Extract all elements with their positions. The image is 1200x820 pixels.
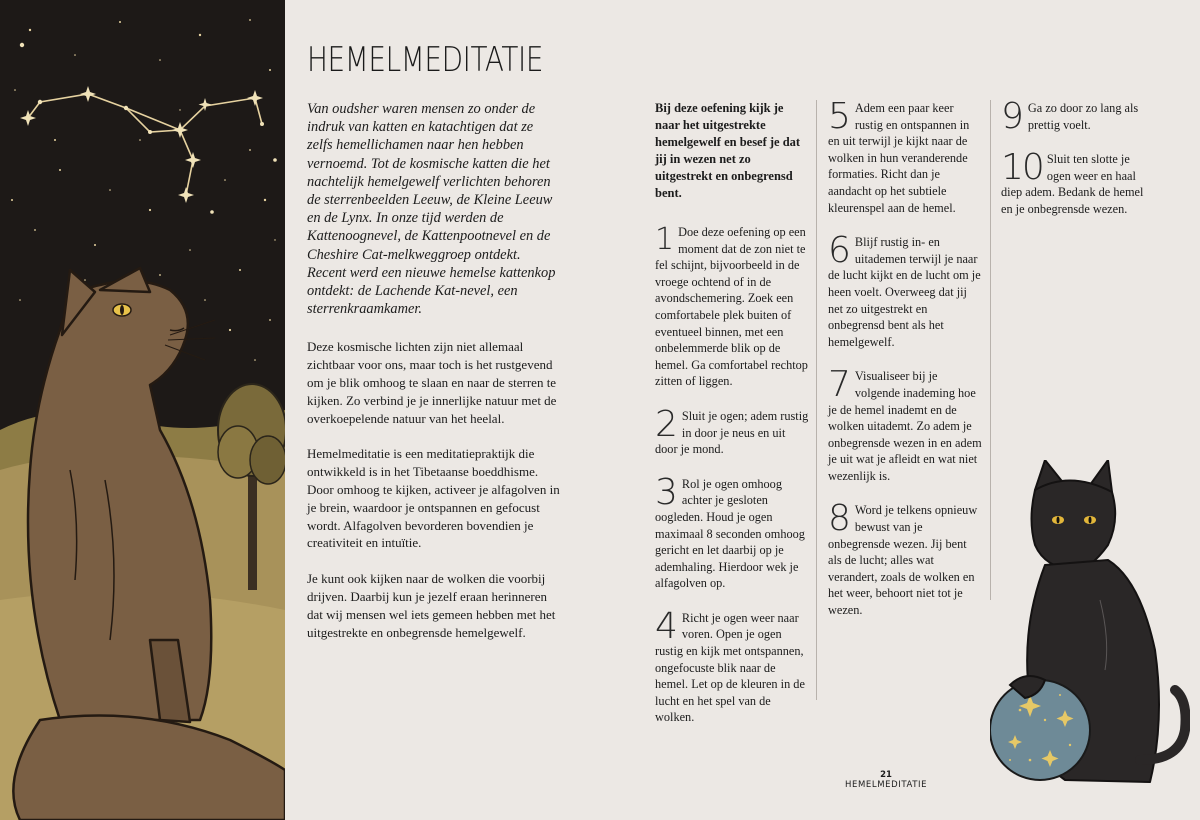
step-number: 4: [655, 605, 678, 647]
step-number: 6: [828, 230, 851, 272]
step-5: [828, 96, 983, 216]
body-paragraph: Hemelmeditatie is een meditatiepraktijk die ontwikkeld is in het Tibetaanse boeddhisme. Door omhoog te kijken, activeer je alfagolven in je brein, waardoor je ontspannen en gefocust wordt. Alfagolven bevorderen bovendien je creativiteit en intuïtie.: [307, 446, 560, 551]
step-text: Ga zo door zo lang als prettig voelt.: [1027, 101, 1139, 132]
step-text: Doe deze oefening op een moment dat de zon niet te fel schijnt, bijvoorbeeld in de vroege ochtend of in de avondschemering. Zoek een comfortabele plek buiten of eventueel binnen, met een onbelemmerde blik op de hemel. Ga comfortabel rechtop zitten of liggen.: [655, 225, 808, 389]
step-1: [655, 224, 810, 390]
step-6: [828, 230, 983, 350]
step-text: Adem een paar keer rustig en ontspannen in en uit terwijl je kijkt naar de wolken in hun veranderende formaties. Richt dan je aandacht op het subtiele kleurenspel aan de hemel.: [828, 101, 970, 215]
step-text: Blijf rustig in- en uitademen terwijl je naar de lucht kijkt en de lucht om je heen voelt. Overweeg dat jij net zo uitgestrekt en onbegrensd bent als het hemelgewelf.: [828, 235, 981, 349]
step-7: [828, 364, 983, 484]
step-number: 7: [828, 364, 851, 406]
intro-column: [307, 100, 562, 659]
cat-stargazing-illustration: [0, 0, 285, 820]
body-paragraph: Je kunt ook kijken naar de wolken die voorbij drijven. Daarbij kun je jezelf eraan herinneren dat wij mensen wel iets gemeen hebben met het uitgestrekte en onbegrensde hemelgewelf.: [307, 571, 556, 640]
body-paragraph: Deze kosmische lichten zijn niet allemaal zichtbaar voor ons, maar toch is het rustgevend om je blik omhoog te slaan en naar de sterren te kijken. Zo verbind je je innerlijke natuur met de overkoepelende natuur van het heelal.: [307, 339, 557, 426]
column-divider: [816, 100, 817, 700]
steps-column-2: [828, 96, 983, 637]
page-footer: [845, 770, 927, 790]
step-4: [655, 605, 810, 726]
step-9: [1001, 96, 1151, 137]
exercise-intro: Bij deze oefening kijk je naar het uitgestrekte hemelgewelf en besef je dat jij in wezen net zo uitgestrekt en onbegrensd bent.: [655, 101, 801, 200]
step-number: 5: [828, 96, 851, 137]
step-10: [1001, 147, 1151, 217]
step-number: 1: [655, 222, 675, 257]
step-number: 9: [1001, 96, 1024, 137]
steps-column-1: [655, 100, 810, 744]
intro-paragraph: Van oudsher waren mensen zo onder de indruk van katten en katachtigen dat ze zelfs hemellichamen naar hen hebben vernoemd. Tot de kosmische katten die het nachtelijk hemelgewelf verlichten behoren de sterrenbeelden Leeuw, de Kleine Leeuw en de Lynx. In onze tijd werden de Kattenoognevel, de Kattenpootnevel en de Cheshire Cat-melkweggroep ontdekt. Recent werd een nieuwe hemelse kattenkop ontdekt: de Lachende Kat-nevel, een sterrenkraamkamer.: [307, 101, 556, 318]
step-3: [655, 471, 810, 592]
step-text: Visualiseer bij je volgende inademing hoe je de hemel inademt en de wolken uitademt. Zo adem je onbegrensde wezen in en adem je uit wat je afleidt en wat niet wezenlijk is.: [828, 369, 982, 483]
step-8: [828, 498, 983, 618]
step-text: Richt je ogen weer naar voren. Open je ogen rustig en kijk met ontspannen, ongefocuste blik naar de hemel. Let op de kleuren in de lucht en het spel van de wolken.: [655, 610, 805, 725]
step-number: 2: [655, 403, 678, 445]
step-2: [655, 403, 810, 458]
step-text: Rol je ogen omhoog achter je gesloten oogleden. Houd je ogen maximaal 8 seconden omhoog gericht en let daarbij op je ademhaling. Hierdoor wek je alfagolven op.: [655, 476, 805, 591]
step-text: Word je telkens opnieuw bewust van je onbegrensde wezen. Jij bent als de lucht; alles wat verandert, zoals de wolken en het weer, behoort niet tot je wezen.: [828, 503, 978, 618]
step-number: 10: [1001, 147, 1043, 189]
black-cat-illustration: [990, 460, 1190, 800]
steps-column-3: [1001, 96, 1151, 236]
step-text: Sluit ten slotte je ogen weer en haal diep adem. Bedank de hemel en je onbegrensde wezen.: [1001, 152, 1144, 216]
step-text: Sluit je ogen; adem rustig in door je neus en uit door je mond.: [655, 408, 809, 457]
step-number: 3: [655, 471, 678, 513]
step-number: 8: [828, 498, 851, 540]
page: [285, 0, 1200, 820]
page-title: HEMELMEDITATIE: [307, 40, 544, 80]
running-title: HEMELMEDITATIE: [845, 780, 928, 790]
page-number: 21: [880, 770, 892, 780]
